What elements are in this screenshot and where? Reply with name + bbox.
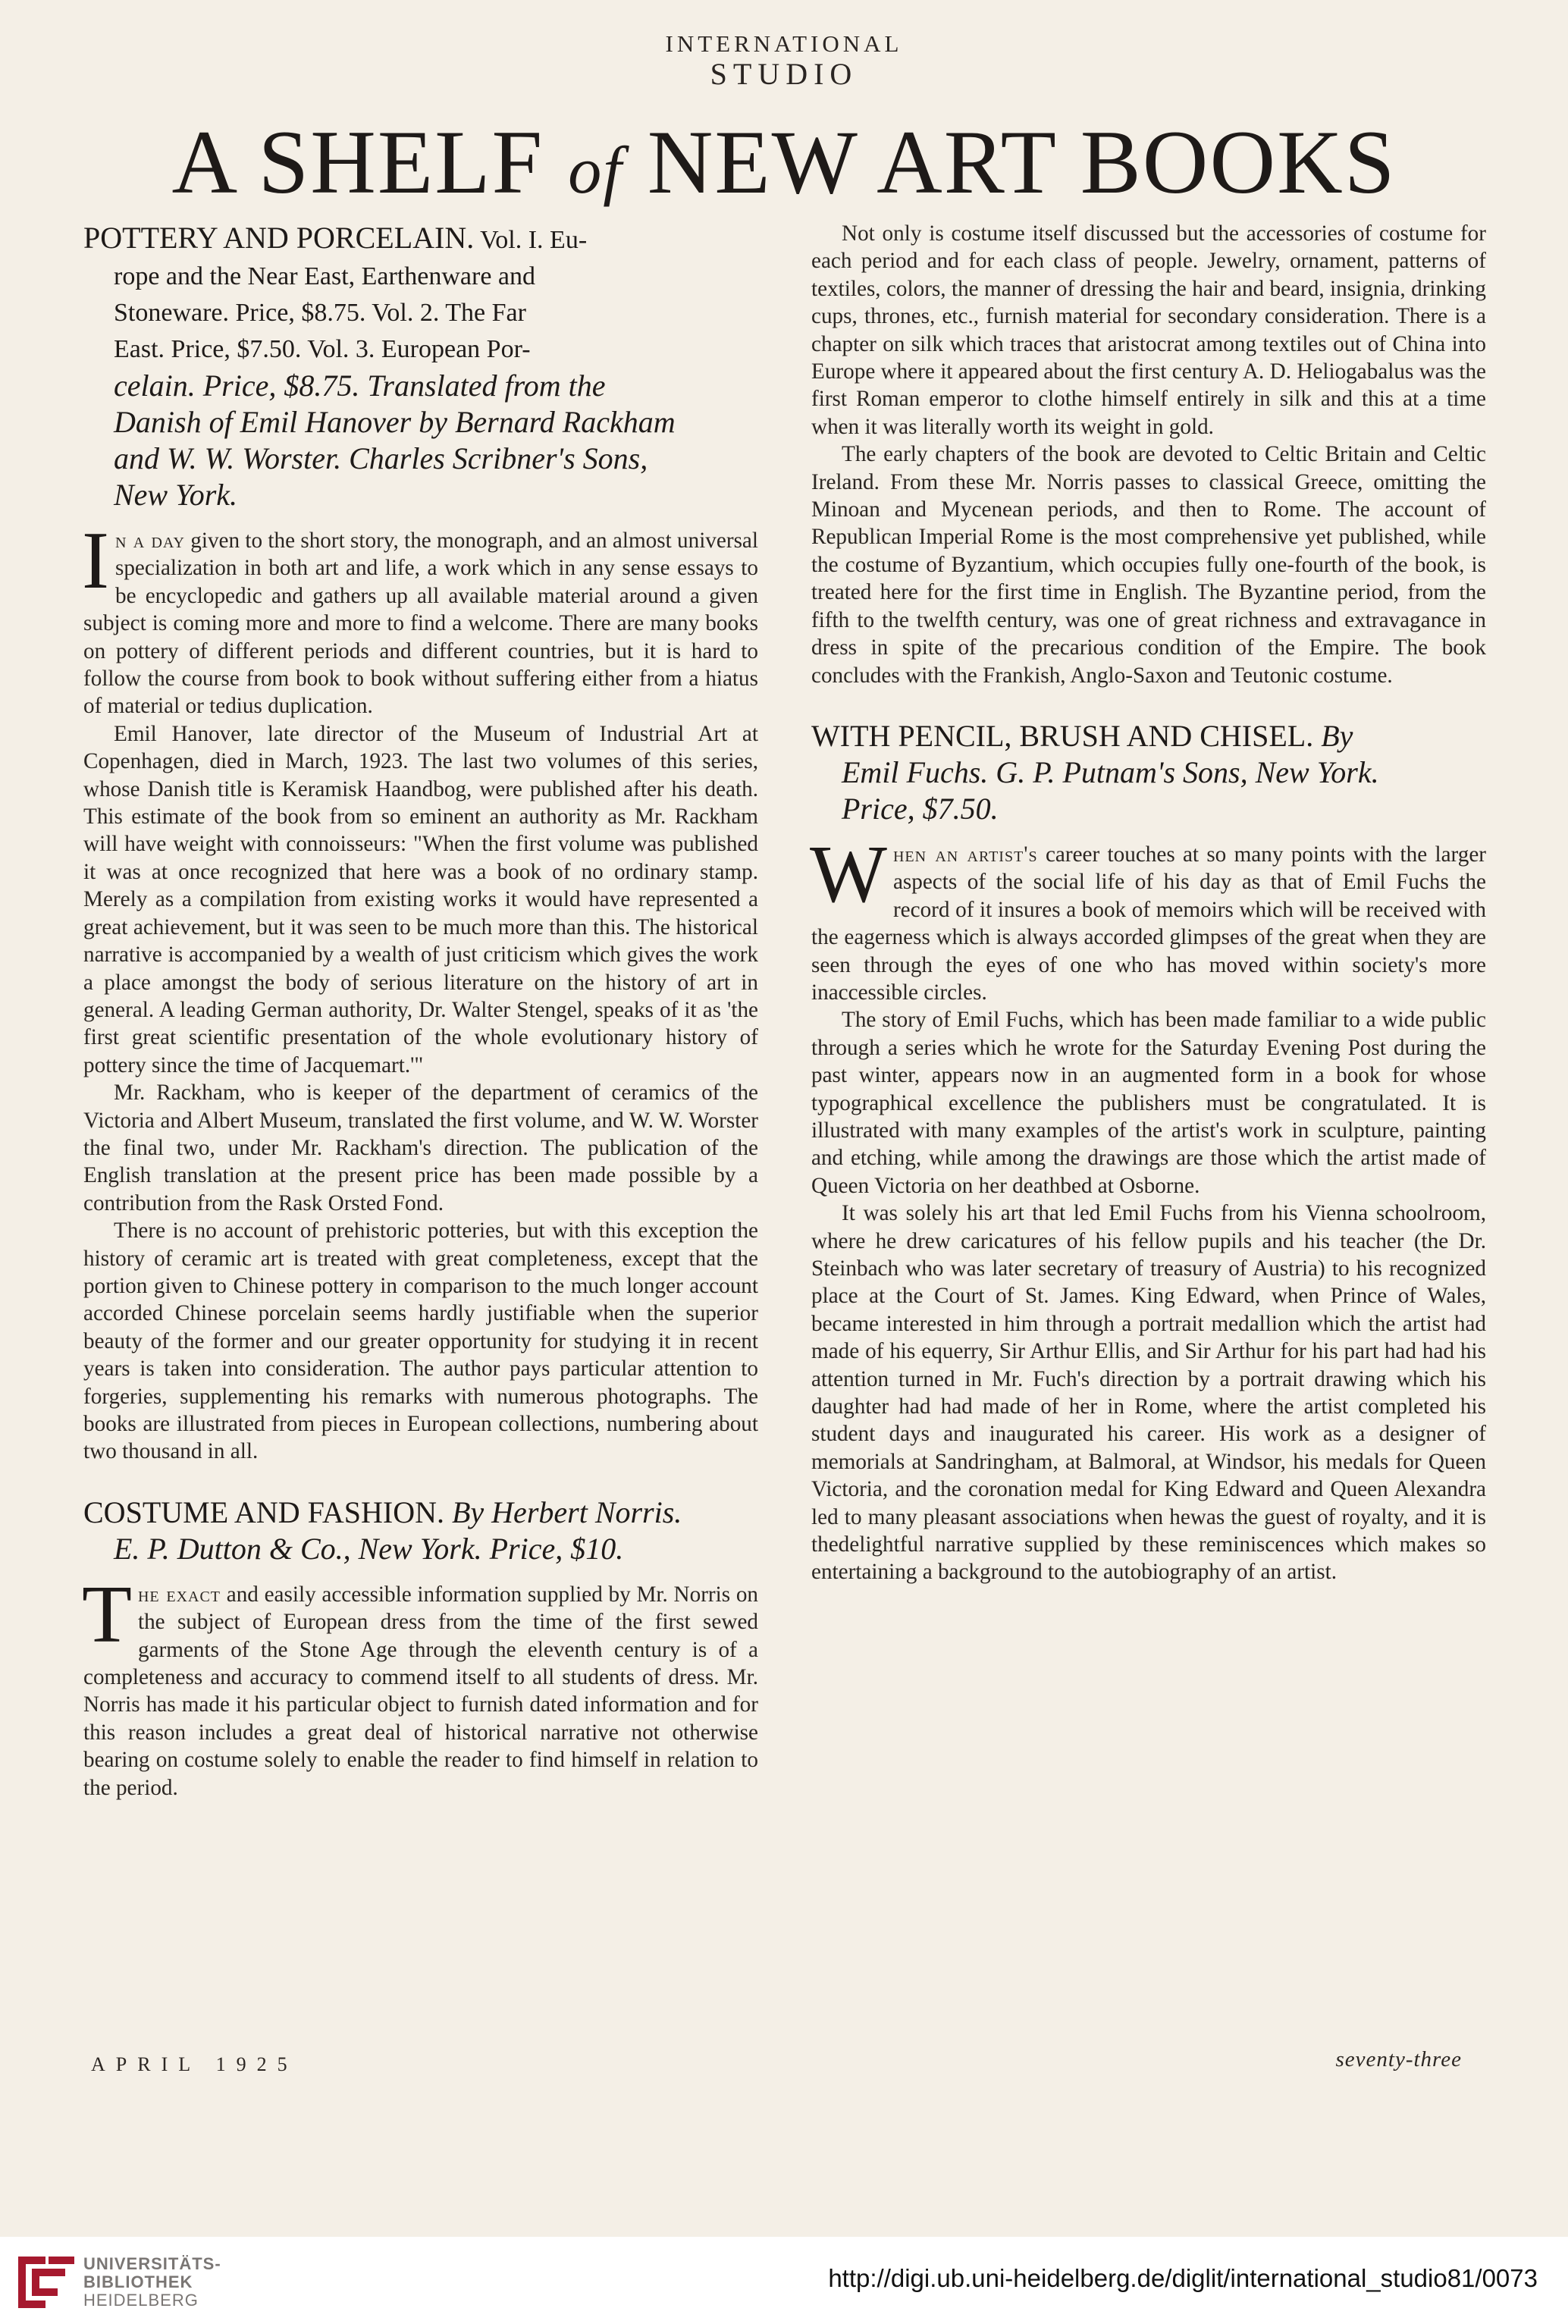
review1-heading-line: celain. Price, $8.75. Translated from the (114, 369, 606, 403)
review1-paragraph: There is no account of prehistoric potteries, but with this exception the history of ceramic art is treated with great completeness, except that the portion given to Chinese pottery in comparison to the much longer account accorded Chinese porcelain seems hardly justifiable when the superior beauty of the former and our greater opportunity for studying it in recent years is taken into consideration. The author pays particular attention to forgeries, supplementing his remarks with numerous photographs. The books are illustrated from pieces in European collections, numbering about two thousand in all. (83, 1218, 758, 1464)
title-of: of (568, 134, 623, 208)
university-library-logo-icon (15, 2253, 77, 2311)
review1-heading-line: Danish of Emil Hanover by Bernard Rackham (114, 405, 676, 439)
library-name-line: UNIVERSITÄTS- (83, 2254, 221, 2273)
review3-paragraph (810, 829, 1486, 1006)
library-name (83, 2255, 221, 2310)
review2-paragraph (82, 1569, 759, 1802)
review1-paragraph: Mr. Rackham, who is keeper of the department of ceramics of the Victoria and Albert Museum, translated the first volume, and W. W. Worster the final two, under Mr. Rackham's direction. The publication of the English translation at the present price has been made possible by a contribution from the Rask Orsted Fond. (83, 1080, 758, 1215)
issue-date: APRIL 1925 (91, 2053, 298, 2075)
paragraph-text: career touches at so many points with the larger aspects of the social life of his day as that of Emil Fuchs the record of it insures a book of memoirs which will be received with the eagerness which is always accorded glimpses of the great when they are seen through the eyes of one who has moved within society's more inaccessible circles. (811, 842, 1486, 1005)
review1-heading-rest: Vol. I. Eu- (474, 226, 588, 254)
library-name-line: HEIDELBERG (83, 2291, 199, 2310)
review1-paragraph (82, 516, 758, 720)
review2-paragraph: Not only is costume itself discussed but the accessories of costume for each period and for each class of people. Jewelry, ornament, patterns of textiles, colors, the manner of dressing the hair and beard, insignia, drinking cups, thrones, etc., furnish material for secondary consideration. There is a chapter on silk which traces that aristocrat among textiles out of China into Europe where it appeared about the first century A. D. Heliogabalus was the first Roman emperor to clothe himself entirely in silk and this at a time when it was literally worth its weight in gold. (811, 221, 1486, 439)
review1-heading-line: East. Price, $7.50. Vol. 3. European Por- (114, 335, 531, 363)
review3-title: WITH PENCIL, BRUSH AND CHISEL. (811, 718, 1314, 753)
review1-heading-line: New York. (114, 478, 238, 512)
review1-paragraph: Emil Hanover, late director of the Museum of Industrial Art at Copenhagen, died in March, 1923. The last two volumes of this series, whose Danish title is Keramisk Haandbog, were published after his death. This estimate of the book from so eminent an authority as Mr. Rackham will have weight with connoisseurs: "When the first volume was published it was at once recognized that here was a book of no ordinary stamp. Merely as a compilation from existing works it would have represented a great achievement, but it was seen to be much more than this. The historical narrative is accompanied by a wealth of just criticism which gives the work a place amongst the body of serious literature on the history of art in general. A leading German authority, Dr. Walter Stengel, speaks of it as 'the first great scientific presentation of the whole evolutionary history of pottery since the time of Jacquemart.'" (83, 721, 758, 1077)
review2-paragraph: The early chapters of the book are devoted to Celtic Britain and Celtic Ireland. From these Mr. Norris passes to classical Greece, omitting the Minoan and Mycenean periods, and then to Rome. The account of Republican Imperial Rome is the most comprehensive yet published, while the costume of Byzantium, which occupies fully one-fourth of the book, is treated here for the first time in English. The Byzantine period, from the fifth to the twelfth century, was one of great richness and extravagance in dress in spite of the precarious condition of the Empire. The book concludes with the Frankish, Anglo-Saxon and Teutonic costume. (811, 442, 1486, 688)
lead-smallcaps: he exact (137, 1582, 221, 1607)
review3-paragraph: It was solely his art that led Emil Fuchs from his Vienna schoolroom, where he drew caricatures of his fellow pupils and his teacher (the Dr. Steinbach who was later secretary of treasury of Austria) to his recognized place at the Court of St. James. King Edward, when Prince of Wales, became interested in him through a portrait medallion which the artist had made of his equerry, Sir Arthur Ellis, and Sir Arthur for his part had had his attention turned in Mr. Fuch's direction by a portrait drawing which his daughter had had made of her in Rome, where the artist completed his student days and inaugurated his career. His work as a designer of memorials at Sandringham, at Balmoral, at Windsor, his medals for Queen Victoria, and the coronation medal for King Edward and Queen Alexandra led to many pleasant associations when hewas the guest of royalty, and it is thedelightful narrative supplied by these reminiscences which makes so entertaining a background to the autobiography of an artist. (811, 1201, 1486, 1585)
library-name-line: BIBLIOTHEK (83, 2272, 193, 2291)
drop-cap: I (82, 516, 109, 606)
left-column (83, 220, 758, 1802)
review3-price: Price, $7.50. (842, 791, 999, 826)
review1-heading-line: Stoneware. Price, $8.75. Vol. 2. The Far (114, 299, 526, 327)
title-part1: A SHELF (171, 111, 569, 212)
review1-title: POTTERY AND PORCELAIN. (83, 221, 475, 255)
title-part2: NEW ART BOOKS (622, 111, 1397, 212)
review1-heading-line: rope and the Near East, Earthenware and (114, 262, 536, 290)
paragraph-text: and easily accessible information supplied by Mr. Norris on the subject of European dress from the time of the first sewed garments of the Stone Age through the eleventh century is of a completeness and accuracy to commend itself to all students of dress. Mr. Norris has made it his particular object to furnish dated information and for this reason includes a great deal of historical narrative not otherwise bearing on costume solely to enable the reader to find himself in relation to the period. (83, 1582, 759, 1800)
drop-cap: T (82, 1569, 132, 1660)
page-number: seventy-three (1335, 2047, 1462, 2072)
review3-paragraph: The story of Emil Fuchs, which has been made familiar to a wide public through a series which he wrote for the Saturday Evening Post during the past winter, appears now in an augmented form in a book for whose typographical excellence the publishers must be congratulated. It is illustrated with many examples of the artist's work in sculpture, painting and etching, while among the drawings are those which the artist made of Queen Victoria on her deathbed at Osborne. (811, 1008, 1486, 1198)
drop-cap: W (810, 829, 887, 920)
review2-title: COSTUME AND FASHION. (83, 1494, 444, 1529)
lead-smallcaps: hen an artist's (892, 842, 1038, 867)
masthead-studio: STUDIO (710, 57, 858, 91)
review2-author: By Herbert Norris. (444, 1494, 682, 1529)
review3-by: By (1313, 718, 1353, 753)
page-title (0, 112, 1568, 212)
source-url[interactable]: http://digi.ub.uni-heidelberg.de/diglit/international_studio81/0073 (828, 2264, 1538, 2292)
review3-publisher: Emil Fuchs. G. P. Putnam's Sons, New York. (842, 754, 1379, 789)
review2-heading (83, 1494, 758, 1567)
masthead-international: INTERNATIONAL (665, 30, 903, 57)
review3-heading (811, 718, 1486, 827)
right-column (811, 220, 1486, 1586)
lead-smallcaps: n a day (114, 528, 185, 553)
review2-publisher: E. P. Dutton & Co., New York. Price, $10. (114, 1531, 624, 1566)
paragraph-text: given to the short story, the monograph, and an almost universal specialization in both art and life, a work which in any sense essays to be encyclopedic and gathers up all available material around a given subject is coming more and more to find a welcome. There are many books on pottery of different periods and different countries, but it is hard to follow the course from book to book without suffering either from a hiatus of material or tedius duplication. (83, 528, 758, 719)
library-footer-band (0, 2237, 1568, 2324)
review1-heading (83, 220, 758, 513)
review1-heading-line: and W. W. Worster. Charles Scribner's Sons, (114, 441, 648, 475)
